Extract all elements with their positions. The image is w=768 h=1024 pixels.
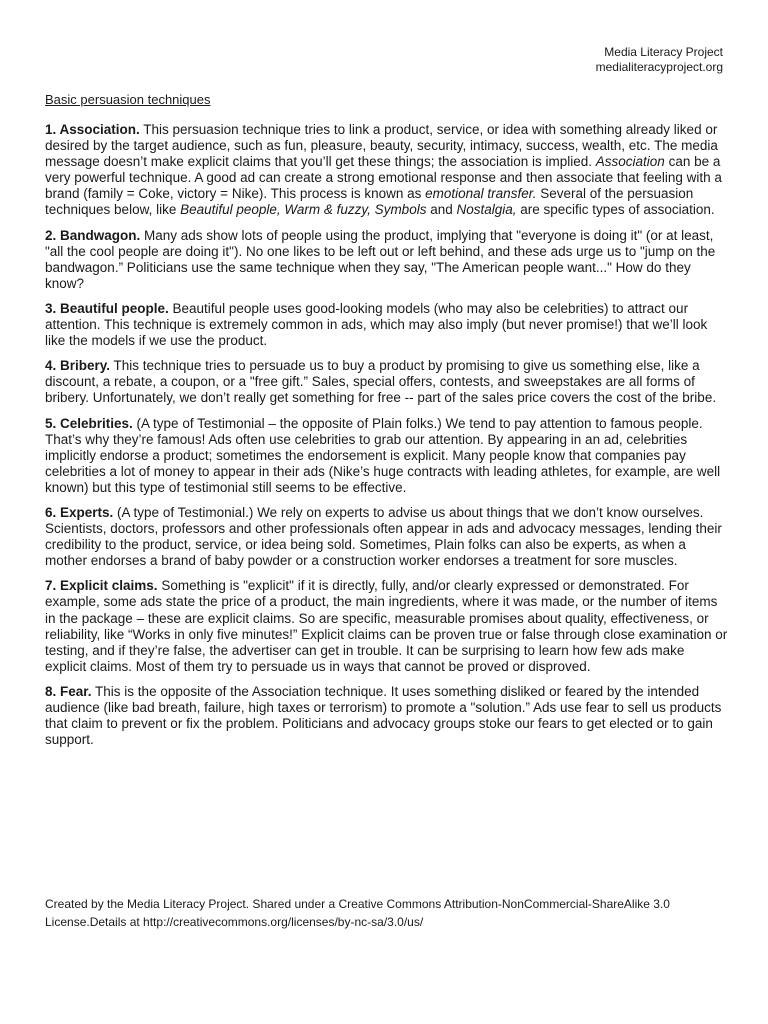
technique-paragraph	[45, 416, 729, 496]
technique-heading: 3. Beautiful people.	[45, 300, 169, 316]
technique-heading: 6. Experts.	[45, 504, 114, 520]
body-text: (A type of Testimonial – the opposite of Plain folks.) We tend to pay attention to famous people. That’s why they’re famous! Ads often use celebrities to grab our attention. By appearing in an ad, celebrities implicitly endorse a product; sometimes the endorsement is explicit. Many people know that companies pay celebrities a lot of money to appear in their ads (Nike’s huge contracts with leading athletes, for example, are well known) but this type of testimonial still seems to be effective.	[45, 415, 721, 495]
footer-line-license: License.Details at http://creativecommons.org/licenses/by-nc-sa/3.0/us/	[45, 915, 424, 929]
technique-heading: 2. Bandwagon.	[45, 227, 141, 243]
organization-name: Media Literacy Project	[604, 45, 723, 59]
technique-paragraph	[45, 684, 729, 748]
technique-paragraph	[45, 122, 729, 219]
footer-line-credit: Created by the Media Literacy Project. Shared under a Creative Commons Attribution-NonCommercial-ShareAlike 3.0	[45, 897, 670, 911]
document-title: Basic persuasion techniques	[45, 92, 211, 107]
body-text: This technique tries to persuade us to buy a product by promising to give us something else, like a discount, a rebate, a coupon, or a "free gift.” Sales, special offers, contests, and sweepstakes are all forms of bribery. Unfortunately, we don’t really get something for free -- part of the sales price covers the cost of the bribe.	[45, 358, 717, 406]
italic-term: Association	[595, 154, 665, 170]
organization-url: medialiteracyproject.org	[595, 60, 723, 74]
body-text: can be a very powerful technique. A good ad can create a strong emotional response and then associate that feeling with a brand (family = Coke, victory = Nike). This process is known as	[45, 154, 722, 202]
body-text: Beautiful people uses good-looking models (who may also be celebrities) to attract our attention. This technique is extremely common in ads, which may also imply (but never promise!) that we’ll look like the models if we use the product.	[45, 300, 708, 349]
body-text: Several of the persuasion techniques below, like	[45, 186, 694, 218]
license-footer	[45, 895, 735, 931]
italic-term: emotional transfer.	[425, 186, 537, 202]
body-text: (A type of Testimonial.) We rely on experts to advise us about things that we don’t know ourselves. Scientists, doctors, professors and other professionals often appear in ads and advocacy messages, lending their credibility to the product, service, or idea being sold. Sometimes, Plain folks can also be experts, as when a mother endorses a brand of baby powder or a construction worker endorses a treatment for sore muscles.	[45, 504, 722, 569]
technique-paragraph	[45, 301, 729, 349]
body-text: and	[426, 202, 457, 218]
technique-heading: 7. Explicit claims.	[45, 578, 158, 594]
technique-heading: 1. Association.	[45, 122, 140, 137]
body-text: This is the opposite of the Association technique. It uses something disliked or feared by the intended audience (like bad breath, failure, high taxes or terrorism) to promote a "solution.” Ads use fear to sell us products that claim to prevent or fix the problem. Politicians and advocacy groups stoke our fears to get elected or to gain support.	[45, 683, 722, 748]
technique-heading: 8. Fear.	[45, 683, 92, 699]
technique-paragraph	[45, 505, 729, 569]
body-text: This persuasion technique tries to link a product, service, or idea with something already liked or desired by the target audience, such as fun, pleasure, beauty, security, intimacy, success, wealth, etc. The media message doesn’t make explicit claims that you’ll get these things; the association is implied.	[45, 122, 718, 170]
body-text: Many ads show lots of people using the product, implying that "everyone is doing it" (or at least, "all the cool people are doing it"). No one likes to be left out or left behind, and these ads urge us to "jump on the bandwagon.” Politicians use the same technique when they say, "The American people want..." How do they know?	[45, 227, 716, 291]
technique-paragraph	[45, 228, 729, 292]
technique-paragraph	[45, 578, 729, 675]
italic-term: Beautiful people, Warm & fuzzy, Symbols	[180, 202, 427, 218]
technique-heading: 4. Bribery.	[45, 358, 111, 374]
body-text: Something is "explicit" if it is directly, fully, and/or clearly expressed or demonstrated. For example, some ads state the price of a product, the main ingredients, where it was made, or the number of items in the package – these are explicit claims. So are specific, measurable promises about quality, effectiveness, or reliability, like “Works in only five minutes!” Explicit claims can be proven true or false through close examination or testing, and if they’re false, the advertiser can get in trouble. It can be surprising to learn how few ads make explicit claims. Most of them try to persuade us in ways that cannot be proved or disproved.	[45, 578, 728, 674]
body-text: are specific types of association.	[516, 202, 715, 218]
technique-heading: 5. Celebrities.	[45, 415, 133, 431]
page-header	[596, 45, 723, 75]
technique-paragraph	[45, 358, 729, 406]
technique-list	[45, 122, 729, 757]
italic-term: Nostalgia,	[456, 202, 517, 218]
